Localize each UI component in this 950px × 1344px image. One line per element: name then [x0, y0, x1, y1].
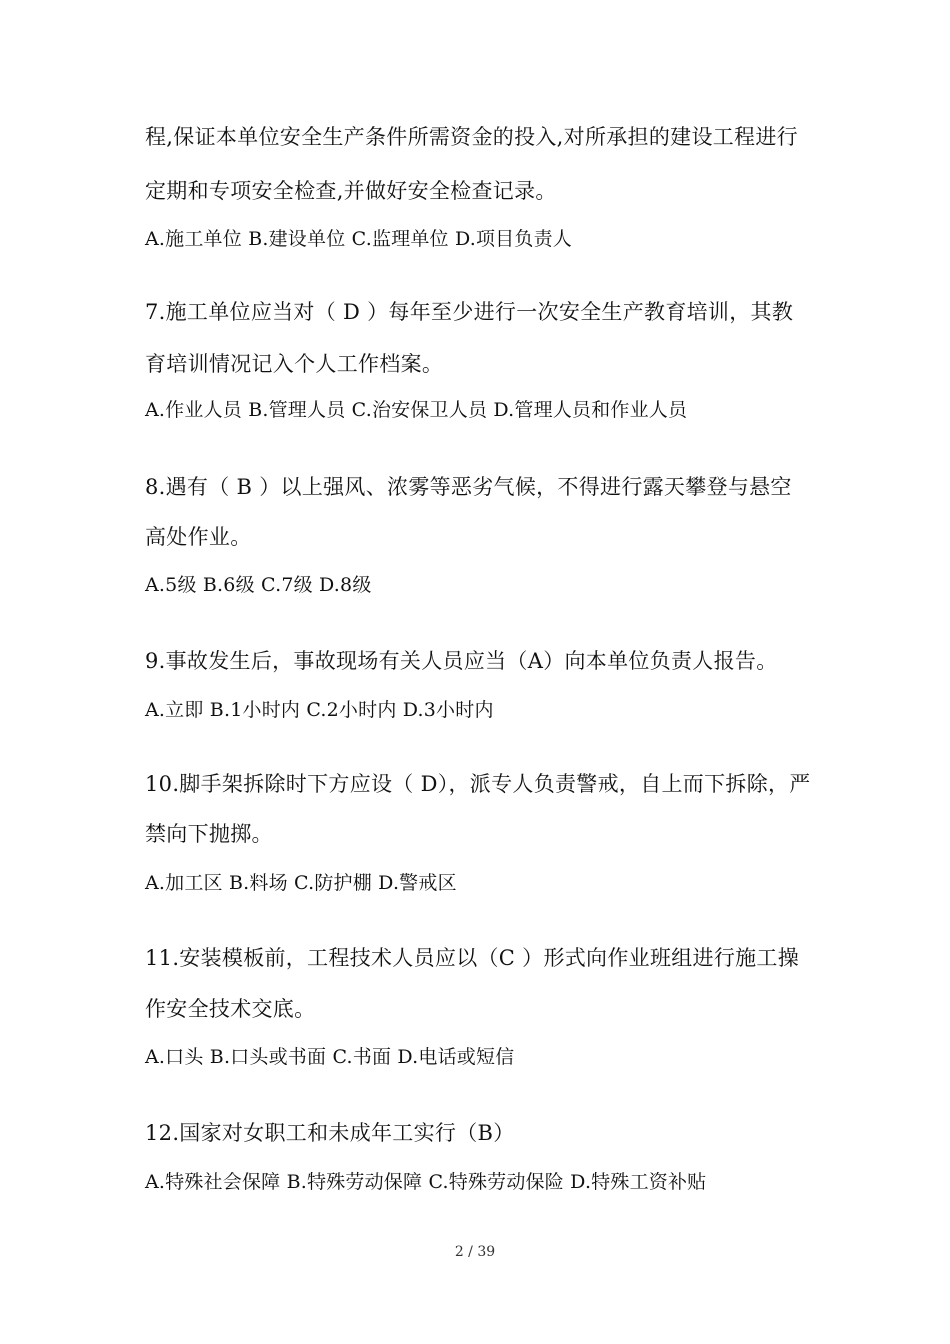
- page-number: 2 / 39: [454, 1244, 496, 1260]
- question-10-line-2: 禁向下抛掷。: [145, 822, 273, 846]
- question-7-line-2: 育培训情况记入个人工作档案。: [145, 352, 444, 376]
- question-12-line-1: 12.国家对女职工和未成年工实行（B）: [145, 1121, 515, 1145]
- question-8-line-1: 8.遇有（ B ）以上强风、浓雾等恶劣气候，不得进行露天攀登与悬空: [145, 475, 792, 499]
- question-9-line-1: 9.事故发生后，事故现场有关人员应当（A）向本单位负责人报告。: [145, 649, 778, 673]
- question-6-continuation-line-2: 定期和专项安全检查,并做好安全检查记录。: [145, 179, 557, 203]
- question-8-line-2: 高处作业。: [145, 525, 252, 549]
- question-6-options: A.施工单位 B.建设单位 C.监理单位 D.项目负责人: [145, 228, 572, 250]
- question-9-options: A.立即 B.1小时内 C.2小时内 D.3小时内: [145, 699, 494, 721]
- question-7-options: A.作业人员 B.管理人员 C.治安保卫人员 D.管理人员和作业人员: [145, 399, 688, 421]
- question-10-options: A.加工区 B.料场 C.防护棚 D.警戒区: [145, 872, 457, 894]
- question-11-line-2: 作安全技术交底。: [145, 997, 316, 1021]
- question-6-continuation-line-1: 程,保证本单位安全生产条件所需资金的投入,对所承担的建设工程进行: [145, 125, 798, 149]
- question-10-line-1: 10.脚手架拆除时下方应设（ D），派专人负责警戒，自上而下拆除，严: [145, 772, 811, 796]
- question-11-line-1: 11.安装模板前，工程技术人员应以（C ）形式向作业班组进行施工操: [145, 946, 800, 970]
- question-11-options: A.口头 B.口头或书面 C.书面 D.电话或短信: [145, 1046, 515, 1068]
- question-7-line-1: 7.施工单位应当对（ D ）每年至少进行一次安全生产教育培训，其教: [145, 300, 794, 324]
- question-12-options: A.特殊社会保障 B.特殊劳动保障 C.特殊劳动保险 D.特殊工资补贴: [145, 1171, 707, 1193]
- question-8-options: A.5级 B.6级 C.7级 D.8级: [145, 574, 372, 596]
